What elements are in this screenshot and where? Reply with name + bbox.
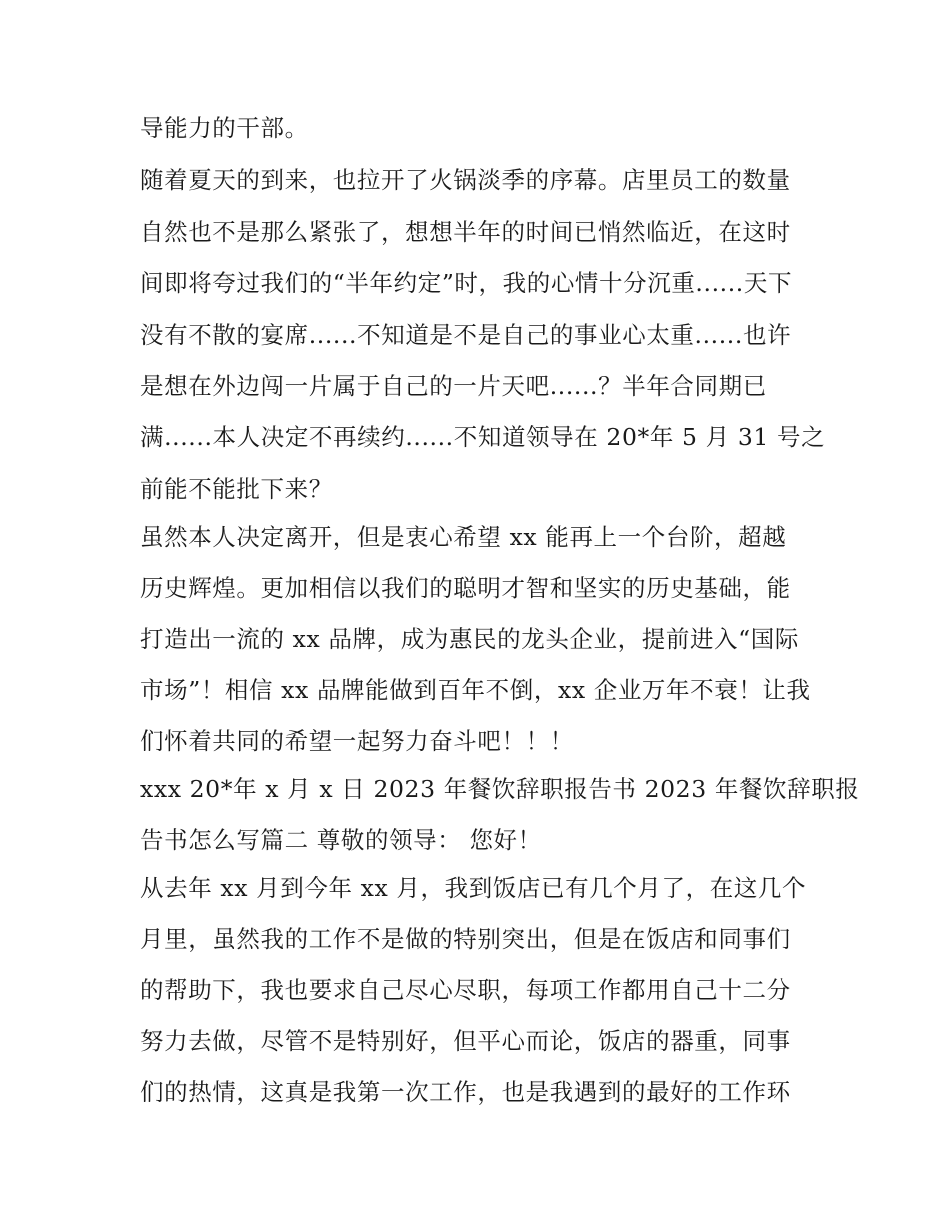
text-line-16: 从去年 xx 月到今年 xx 月，我到饭店已有几个月了，在这几个	[140, 874, 807, 902]
text-line-13: 们怀着共同的希望一起努力奋斗吧！！！	[140, 727, 574, 755]
text-line-20: 们的热情，这真是我第一次工作，也是我遇到的最好的工作环	[140, 1078, 791, 1106]
text-line-10: 历史辉煌。更加相信以我们的聪明才智和坚实的历史基础，能	[140, 574, 791, 602]
text-line-12: 市场”！相信 xx 品牌能做到百年不倒，xx 企业万年不衰！让我	[140, 676, 811, 704]
text-line-17: 月里，虽然我的工作不是做的特别突出，但是在饭店和同事们	[140, 925, 791, 953]
text-line-1: 导能力的干部。	[140, 114, 309, 142]
text-line-7: 满......本人决定不再续约......不知道领导在 20*年 5 月 31 号之	[140, 423, 826, 451]
text-line-5: 没有不散的宴席......不知道是不是自己的事业心太重......也许	[140, 321, 792, 349]
text-line-3: 自然也不是那么紧张了，想想半年的时间已悄然临近，在这时	[140, 218, 791, 246]
text-line-2: 随着夏天的到来，也拉开了火锅淡季的序幕。店里员工的数量	[140, 166, 791, 194]
text-line-8: 前能不能批下来？	[140, 475, 333, 503]
text-line-9: 虽然本人决定离开，但是衷心希望 xx 能再上一个台阶，超越	[140, 523, 787, 551]
text-line-6: 是想在外边闯一片属于自己的一片天吧......？半年合同期已	[140, 372, 767, 400]
text-line-11: 打造出一流的 xx 品牌，成为惠民的龙头企业，提前进入“国际	[140, 625, 799, 653]
text-line-4: 间即将夸过我们的“半年约定”时，我的心情十分沉重......天下	[140, 269, 793, 297]
text-line-18: 的帮助下，我也要求自己尽心尽职，每项工作都用自己十二分	[140, 976, 791, 1004]
text-line-15: 告书怎么写篇二 尊敬的领导： 您好！	[140, 826, 542, 854]
text-line-14: xxx 20*年 x 月 x 日 2023 年餐饮辞职报告书 2023 年餐饮辞职报	[140, 775, 860, 803]
text-line-19: 努力去做，尽管不是特别好，但平心而论，饭店的器重，同事	[140, 1027, 791, 1055]
